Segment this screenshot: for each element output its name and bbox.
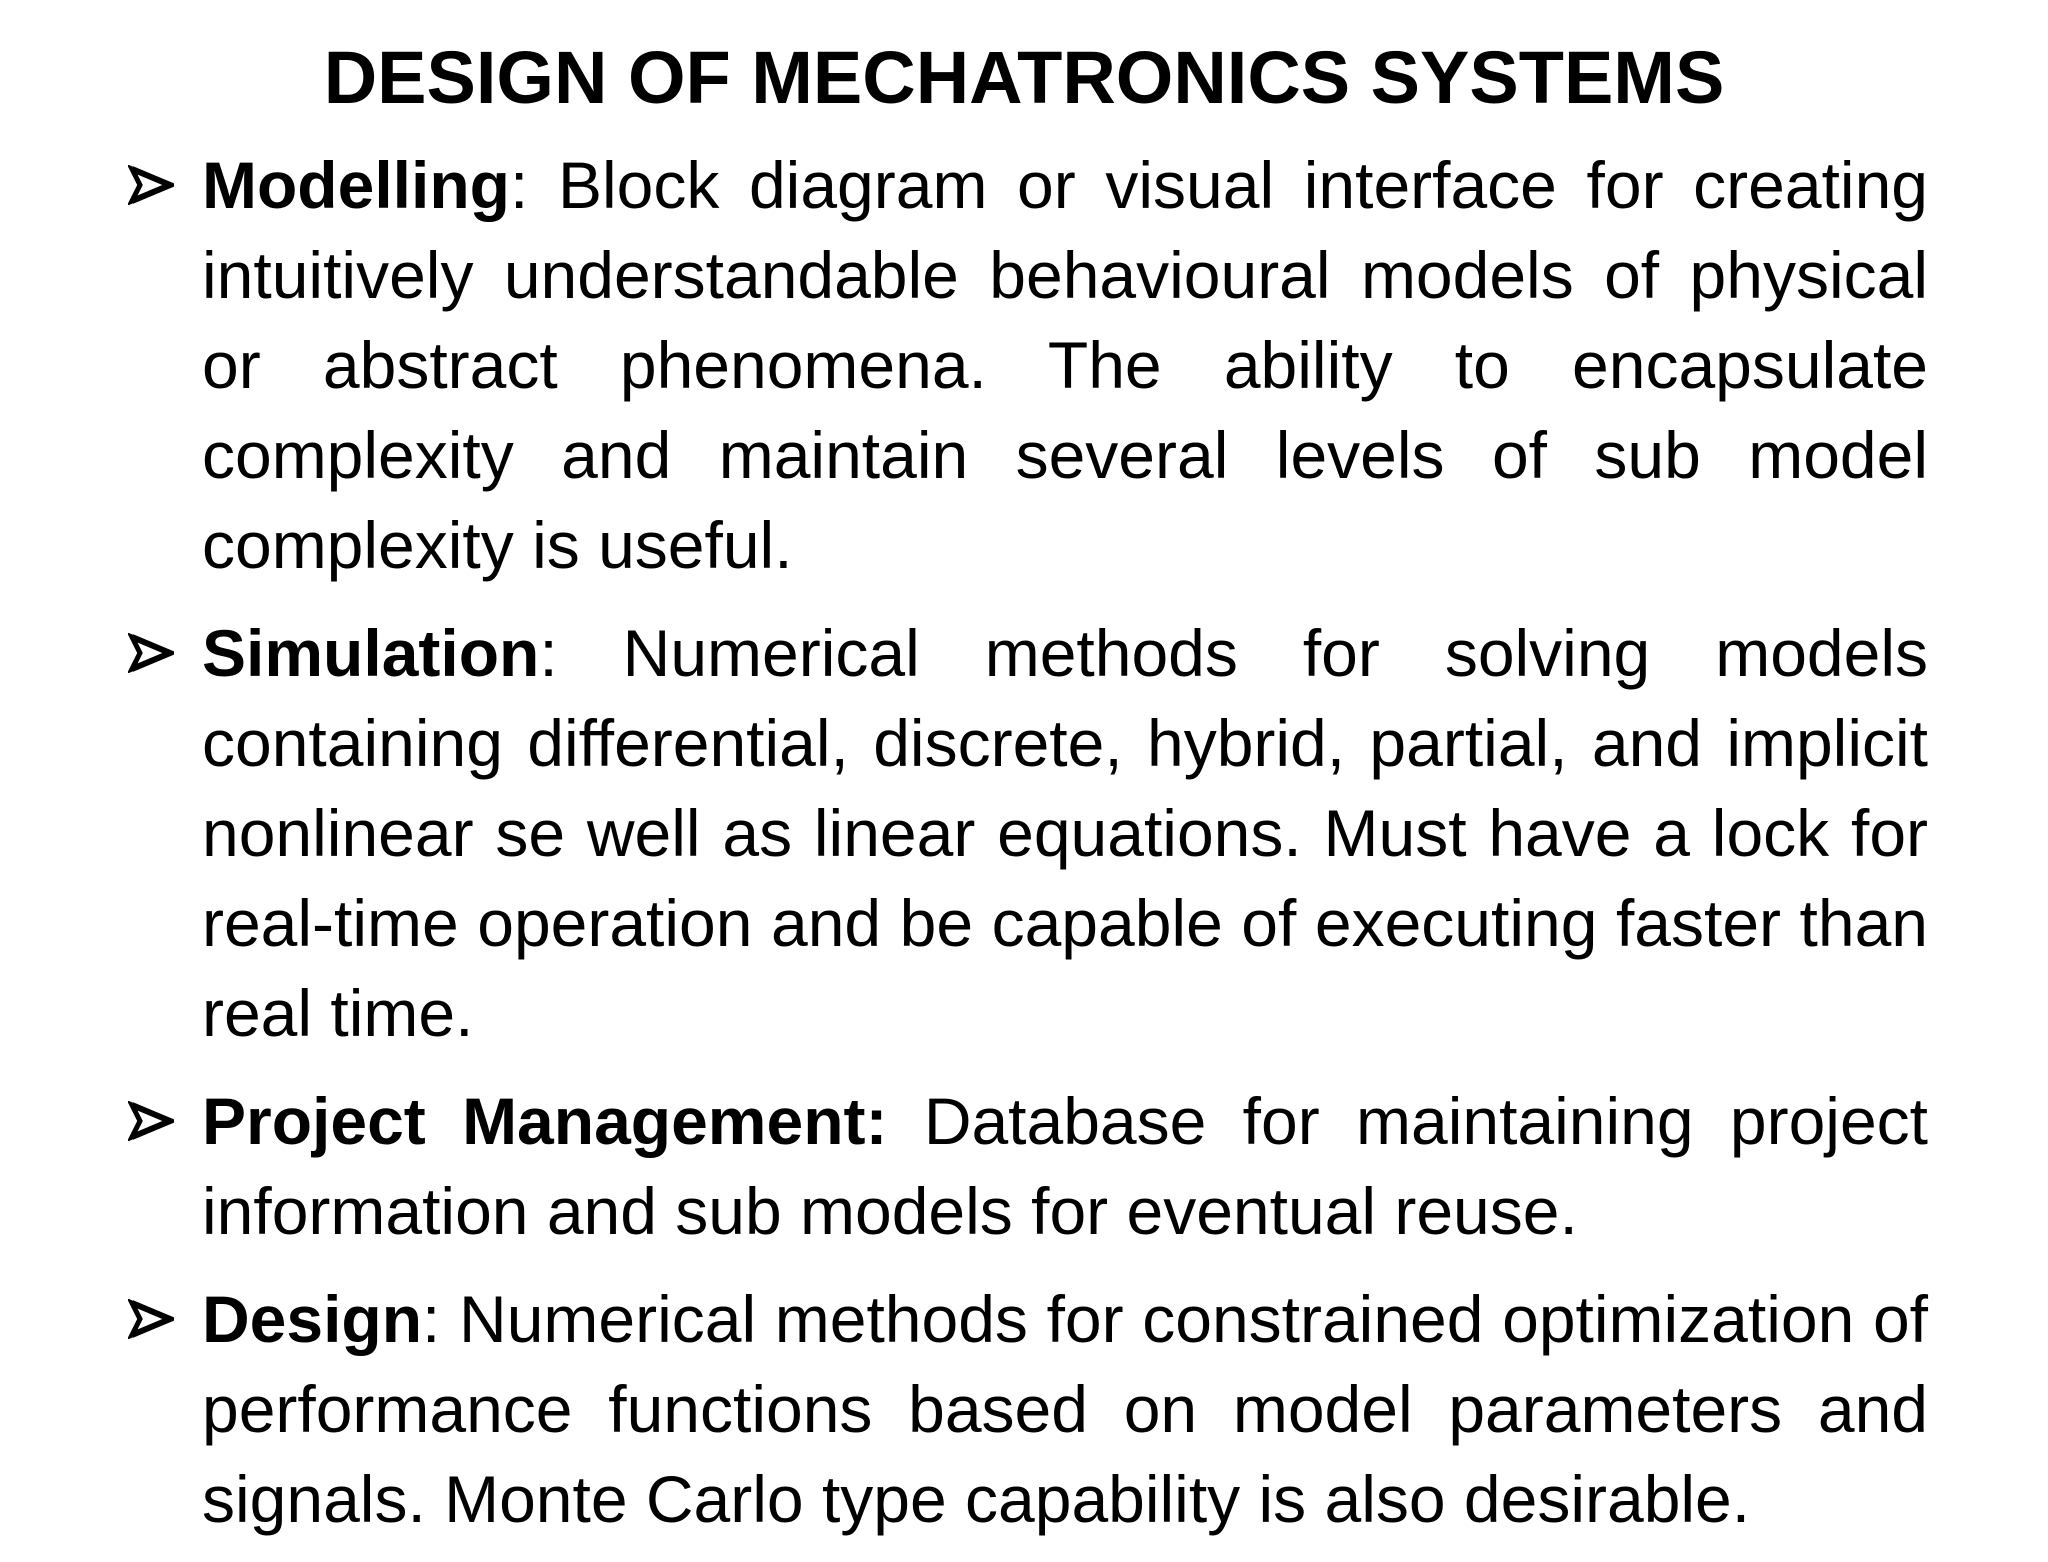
bullet-text — [202, 140, 1928, 590]
bullet-separator: : — [422, 1282, 441, 1356]
bullet-item-project-management — [128, 1076, 1928, 1256]
bullet-text — [202, 608, 1928, 1058]
bullet-item-design — [128, 1274, 1928, 1544]
arrow-bullet-icon — [128, 608, 202, 698]
arrow-bullet-icon — [128, 1274, 202, 1364]
arrow-bullet-icon — [128, 140, 202, 230]
bullet-description: Numerical methods for constrained optimization of performance functions based on model parameters and signals. Monte Carlo type capability is also desirable. — [202, 1282, 1928, 1536]
slide-title: DESIGN OF MECHATRONICS SYSTEMS — [323, 36, 1725, 119]
bullet-description: Database for maintaining project information and sub models for eventual reuse. — [202, 1084, 1928, 1248]
bullet-text — [202, 1274, 1928, 1544]
bullet-item-simulation — [128, 608, 1928, 1058]
bullet-term: Modelling — [202, 148, 510, 222]
bullet-term: Simulation — [202, 616, 540, 690]
bullet-item-modelling — [128, 140, 1928, 590]
bullet-separator: : — [539, 616, 558, 690]
bullet-term: Design — [202, 1282, 423, 1356]
bullet-list — [128, 140, 1928, 1562]
bullet-description: Numerical methods for solving models containing differential, discrete, hybrid, partial, and implicit nonlinear se well as linear equations. Must have a lock for real-time operation and be capable of executing faster than real time. — [202, 616, 1928, 1050]
bullet-term: Project Management: — [202, 1084, 888, 1158]
arrow-bullet-icon — [128, 1076, 202, 1166]
bullet-separator: : — [509, 148, 529, 222]
bullet-text — [202, 1076, 1928, 1256]
bullet-description: Block diagram or visual interface for creating intuitively understandable behavioural models of physical or abstract phenomena. The ability to encapsulate complexity and maintain several levels of sub model complexity is useful. — [202, 148, 1928, 582]
